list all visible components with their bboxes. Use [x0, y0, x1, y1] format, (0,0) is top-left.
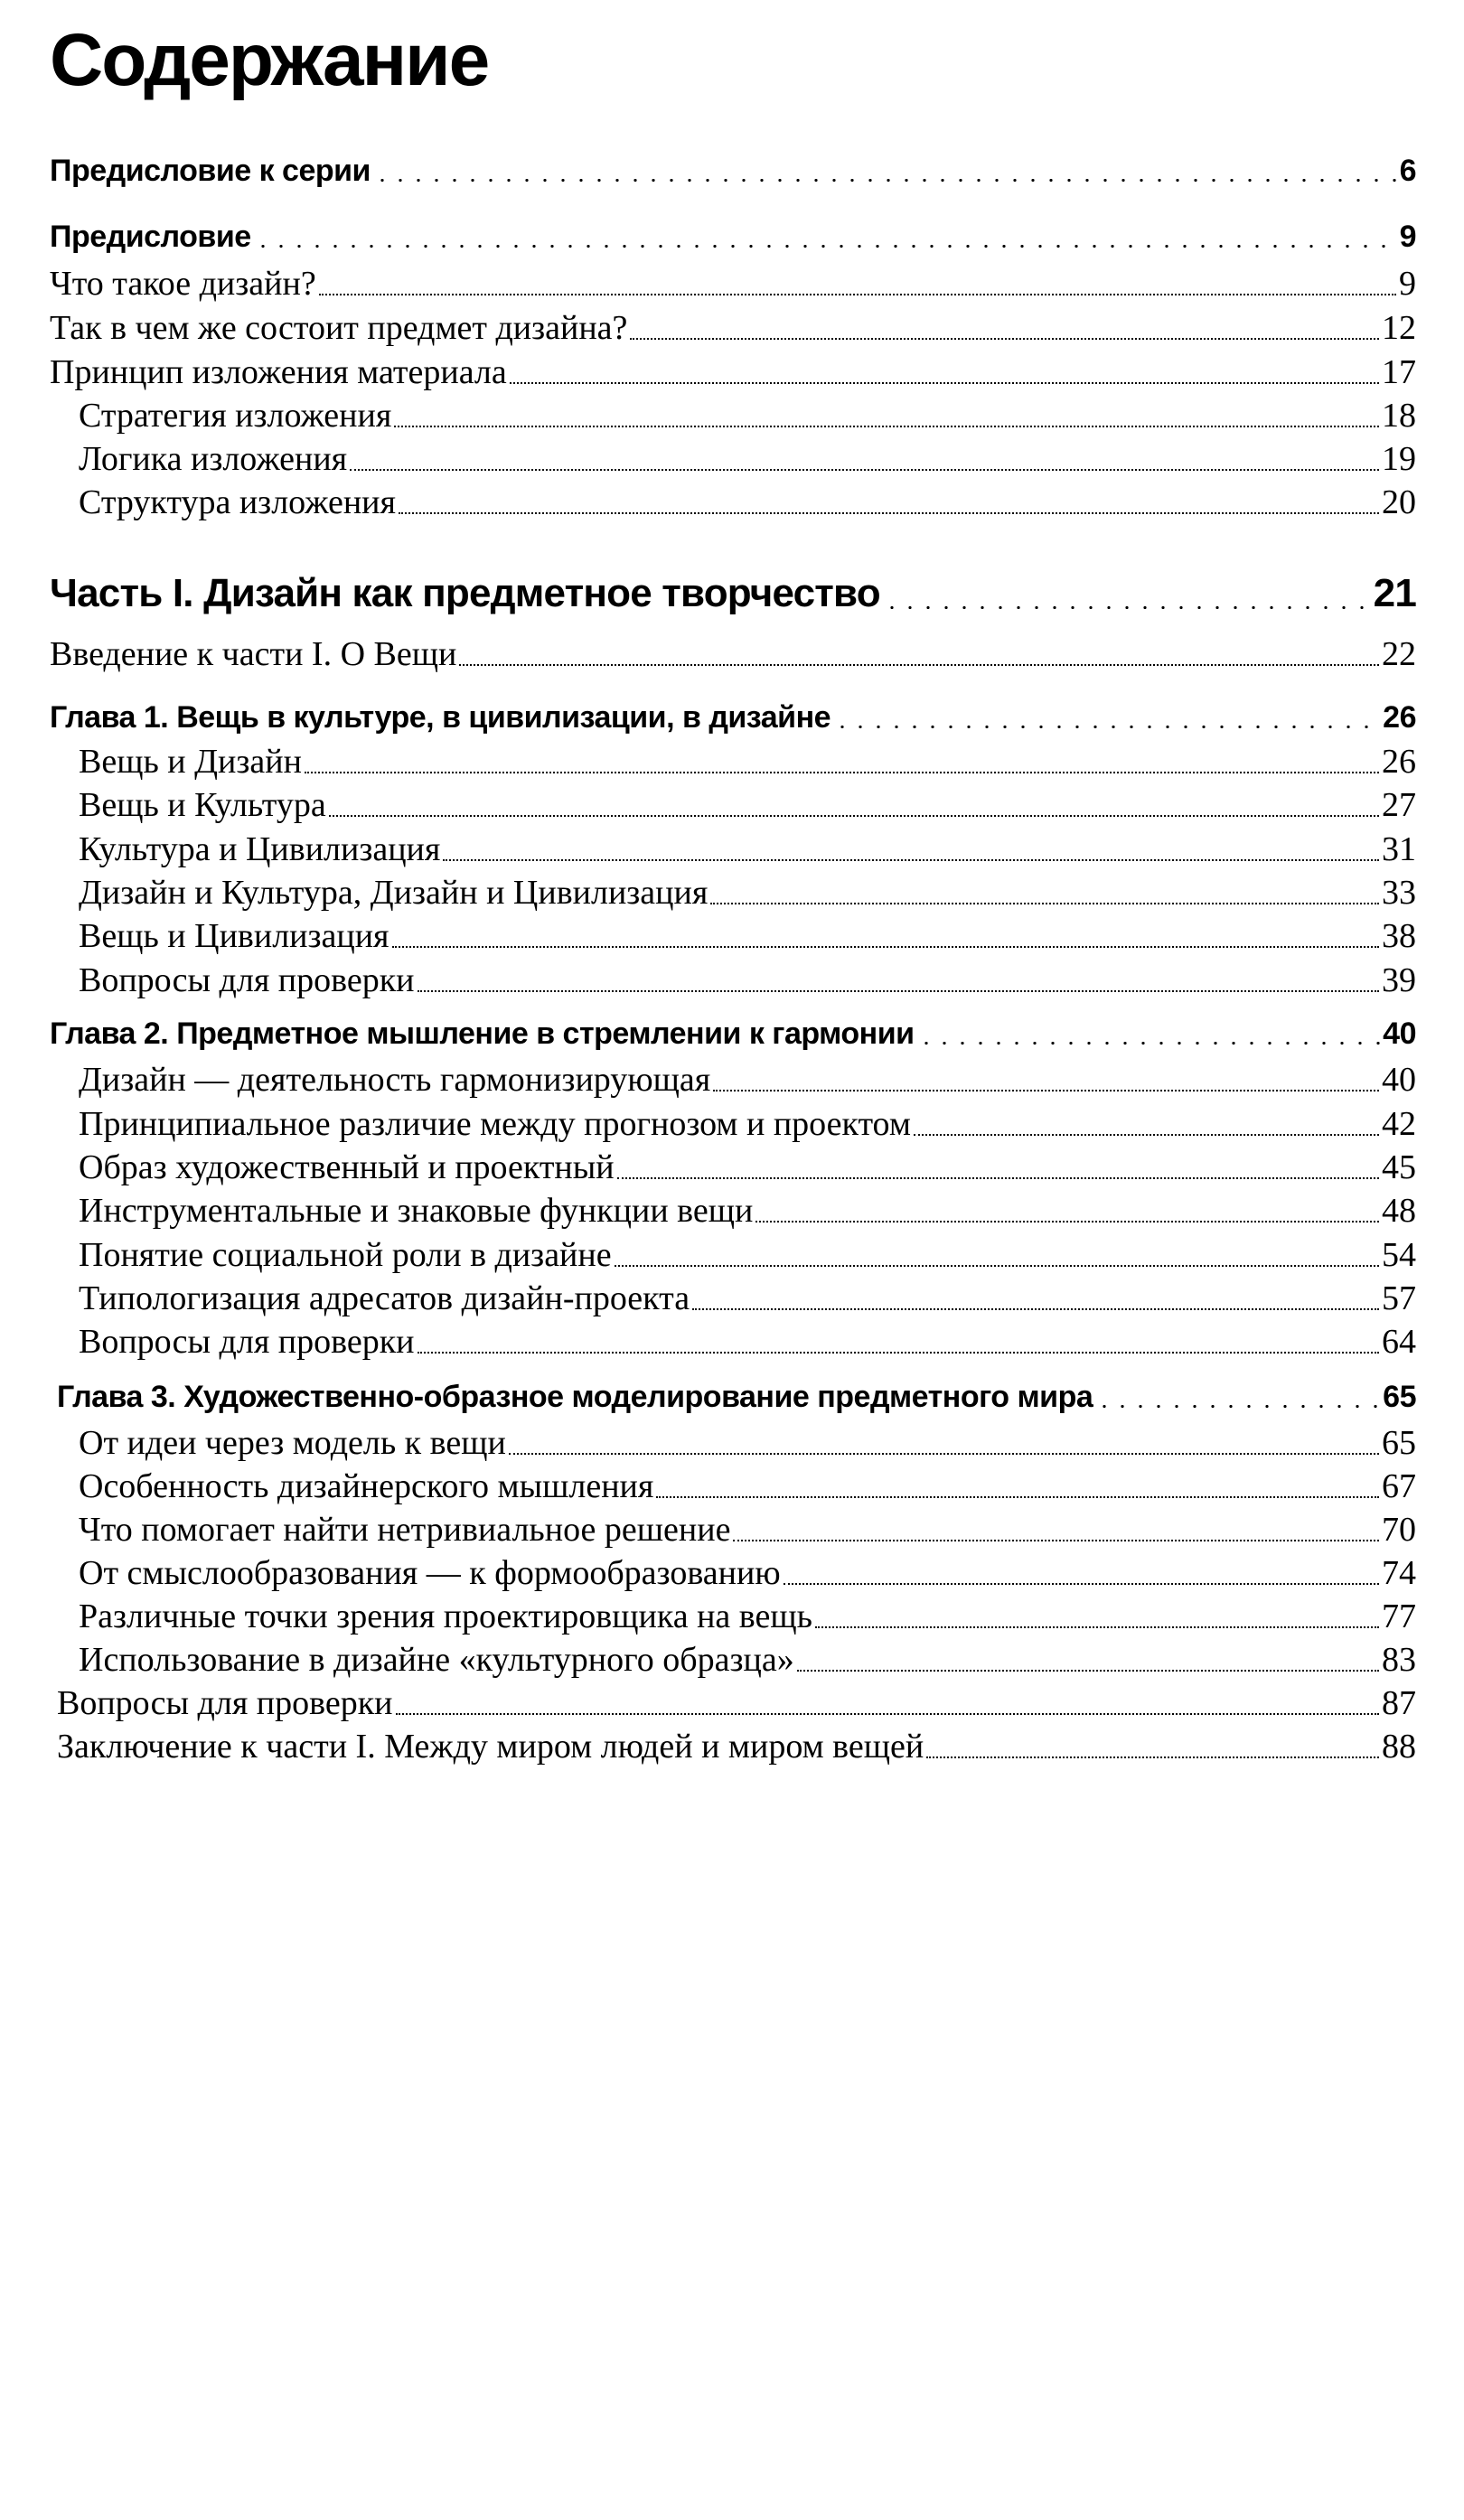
toc-entry-page: 88 — [1382, 1728, 1416, 1766]
dot-leader — [459, 663, 1379, 666]
dot-leader — [630, 337, 1379, 340]
dot-leader — [443, 858, 1379, 861]
dot-leader — [914, 1133, 1379, 1136]
toc-entry-page: 65 — [1383, 1380, 1416, 1414]
toc-entry[interactable] — [79, 960, 1416, 1000]
toc-entry-title: Предисловие к серии — [50, 154, 371, 188]
toc-entry-page: 87 — [1382, 1684, 1416, 1722]
toc-entry[interactable] — [79, 1423, 1416, 1463]
dot-leader — [710, 902, 1379, 904]
dot-leader — [392, 945, 1379, 948]
toc-part-entry[interactable] — [50, 571, 1416, 616]
dot-leader — [394, 425, 1379, 427]
toc-entry[interactable] — [79, 1235, 1416, 1275]
toc-entry[interactable] — [79, 1279, 1416, 1318]
toc-entry-page: 39 — [1382, 961, 1416, 999]
toc-entry-page: 31 — [1382, 830, 1416, 868]
dot-leader — [617, 1176, 1379, 1179]
toc-entry-title: От смыслообразования — к формообразованию — [79, 1554, 781, 1592]
dot-leader — [254, 245, 1397, 248]
toc-entry[interactable] — [79, 1191, 1416, 1231]
dot-leader — [713, 1089, 1379, 1091]
toc-chapter-entry[interactable] — [57, 1380, 1416, 1415]
toc-entry[interactable] — [79, 1640, 1416, 1680]
toc-entry-page: 20 — [1382, 483, 1416, 521]
toc-entry-title: Принципиальное различие между прогнозом и проектом — [79, 1105, 911, 1143]
toc-entry-page: 54 — [1382, 1236, 1416, 1274]
toc-entry[interactable] — [79, 1466, 1416, 1506]
dot-leader — [329, 814, 1379, 817]
dot-leader — [833, 726, 1380, 728]
toc-entry-title: Структура изложения — [79, 483, 396, 521]
toc-entry-page: 33 — [1382, 874, 1416, 912]
toc-entry-title: Предисловие — [50, 220, 251, 254]
toc-entry-page: 57 — [1382, 1279, 1416, 1317]
toc-entry-page: 21 — [1373, 571, 1416, 615]
toc-entry-title: Так в чем же состоит предмет дизайна? — [50, 309, 628, 347]
toc-entry[interactable] — [79, 1060, 1416, 1100]
toc-entry-page: 19 — [1382, 440, 1416, 478]
toc-entry[interactable] — [50, 308, 1416, 348]
toc-entry[interactable] — [79, 1553, 1416, 1593]
toc-entry-page: 65 — [1382, 1424, 1416, 1462]
toc-entry[interactable] — [79, 1104, 1416, 1144]
toc-entry[interactable] — [79, 916, 1416, 956]
toc-entry[interactable] — [79, 829, 1416, 869]
dot-leader — [350, 468, 1379, 471]
dot-leader — [656, 1495, 1379, 1498]
toc-entry-title: Заключение к части I. Между миром людей и миром вещей — [57, 1728, 924, 1766]
toc-entry-title: Что такое дизайн? — [50, 265, 316, 303]
toc-entry-title: Глава 2. Предметное мышление в стремлении к гармонии — [50, 1016, 915, 1051]
toc-entry[interactable] — [79, 1597, 1416, 1636]
page-title: Содержание — [50, 19, 489, 101]
toc-entry[interactable] — [79, 1510, 1416, 1550]
dot-leader — [373, 179, 1397, 182]
toc-entry-title: Вопросы для проверки — [79, 1323, 415, 1361]
toc-entry-page: 12 — [1382, 309, 1416, 347]
toc-entry[interactable] — [57, 1727, 1416, 1766]
toc-entry-page: 22 — [1382, 635, 1416, 673]
dot-leader — [1095, 1405, 1380, 1408]
toc-entry-title: Особенность дизайнерского мышления — [79, 1467, 654, 1505]
toc-entry-page: 67 — [1382, 1467, 1416, 1505]
toc-chapter-entry[interactable] — [50, 700, 1416, 735]
toc-entry-title: Логика изложения — [79, 440, 348, 478]
toc-entry-page: 83 — [1382, 1641, 1416, 1679]
toc-entry-page: 40 — [1382, 1061, 1416, 1099]
toc-entry-title: Различные точки зрения проектировщика на вещь — [79, 1597, 812, 1635]
toc-entry[interactable] — [50, 634, 1416, 674]
toc-entry[interactable] — [79, 742, 1416, 782]
toc-entry-page: 42 — [1382, 1105, 1416, 1143]
toc-entry-page: 77 — [1382, 1597, 1416, 1635]
dot-leader — [319, 293, 1396, 295]
toc-entry-page: 9 — [1399, 220, 1416, 254]
dot-leader — [917, 1042, 1381, 1045]
dot-leader — [305, 771, 1379, 773]
toc-entry-title: Глава 1. Вещь в культуре, в цивилизации, в дизайне — [50, 700, 831, 735]
dot-leader — [784, 1582, 1379, 1585]
dot-leader — [509, 1452, 1379, 1455]
toc-entry[interactable] — [79, 396, 1416, 436]
toc-entry[interactable] — [57, 1683, 1416, 1723]
toc-entry-title: Вопросы для проверки — [57, 1684, 393, 1722]
toc-entry[interactable] — [79, 482, 1416, 522]
toc-entry-page: 17 — [1382, 353, 1416, 391]
toc-entry-page: 74 — [1382, 1554, 1416, 1592]
dot-leader — [733, 1539, 1379, 1541]
dot-leader — [926, 1756, 1379, 1758]
toc-entry-title: Культура и Цивилизация — [79, 830, 441, 868]
toc-entry-page: 38 — [1382, 917, 1416, 955]
dot-leader — [396, 1712, 1379, 1715]
toc-entry-title: Типологизация адресатов дизайн-проекта — [79, 1279, 690, 1317]
toc-entry-title: Вещь и Дизайн — [79, 743, 302, 781]
toc-entry-page: 9 — [1399, 265, 1416, 303]
toc-entry-title: Что помогает найти нетривиальное решение — [79, 1511, 731, 1549]
dot-leader — [399, 511, 1379, 514]
toc-entry-page: 64 — [1382, 1323, 1416, 1361]
toc-entry-title: Глава 3. Художественно-образное моделирование предметного мира — [57, 1380, 1093, 1414]
toc-entry-title: Стратегия изложения — [79, 397, 392, 435]
toc-entry[interactable] — [79, 785, 1416, 825]
toc-entry-page: 26 — [1383, 700, 1416, 735]
dot-leader — [815, 1625, 1379, 1628]
dot-leader — [418, 1351, 1379, 1354]
toc-entry-title: Понятие социальной роли в дизайне — [79, 1236, 612, 1274]
toc-entry-title: Вещь и Культура — [79, 786, 326, 824]
toc-entry[interactable] — [50, 154, 1416, 189]
dot-leader — [883, 606, 1371, 609]
toc-entry-page: 27 — [1382, 786, 1416, 824]
toc-entry-title: Вещь и Цивилизация — [79, 917, 389, 955]
toc-entry[interactable] — [79, 1322, 1416, 1362]
toc-entry-title: Дизайн — деятельность гармонизирующая — [79, 1061, 711, 1099]
toc-entry-page: 48 — [1382, 1192, 1416, 1230]
toc-entry-title: Инструментальные и знаковые функции вещи — [79, 1192, 754, 1230]
toc-entry-title: Образ художественный и проектный — [79, 1148, 615, 1186]
dot-leader — [418, 989, 1379, 992]
toc-entry-page: 45 — [1382, 1148, 1416, 1186]
toc-entry-title: Вопросы для проверки — [79, 961, 415, 999]
toc-entry[interactable] — [50, 220, 1416, 255]
toc-entry-title: От идеи через модель к вещи — [79, 1424, 506, 1462]
dot-leader — [755, 1220, 1379, 1223]
toc-entry-title: Дизайн и Культура, Дизайн и Цивилизация — [79, 874, 709, 912]
toc-entry[interactable] — [79, 873, 1416, 913]
toc-entry-page: 70 — [1382, 1511, 1416, 1549]
toc-entry-title: Использование в дизайне «культурного образца» — [79, 1641, 794, 1679]
toc-entry[interactable] — [50, 264, 1416, 304]
dot-leader — [615, 1264, 1379, 1267]
toc-entry[interactable] — [50, 352, 1416, 392]
toc-entry-page: 6 — [1399, 154, 1416, 188]
dot-leader — [510, 381, 1379, 384]
toc-entry[interactable] — [79, 1148, 1416, 1187]
toc-entry-page: 40 — [1383, 1016, 1416, 1051]
dot-leader — [692, 1307, 1379, 1310]
toc-entry[interactable] — [79, 439, 1416, 479]
toc-entry-title: Часть I. Дизайн как предметное творчество — [50, 571, 880, 615]
toc-entry-page: 18 — [1382, 397, 1416, 435]
toc-entry-title: Принцип изложения материала — [50, 353, 507, 391]
toc-entry-page: 26 — [1382, 743, 1416, 781]
toc-chapter-entry[interactable] — [50, 1016, 1416, 1052]
dot-leader — [797, 1669, 1379, 1672]
toc-entry-title: Введение к части I. О Вещи — [50, 635, 457, 673]
